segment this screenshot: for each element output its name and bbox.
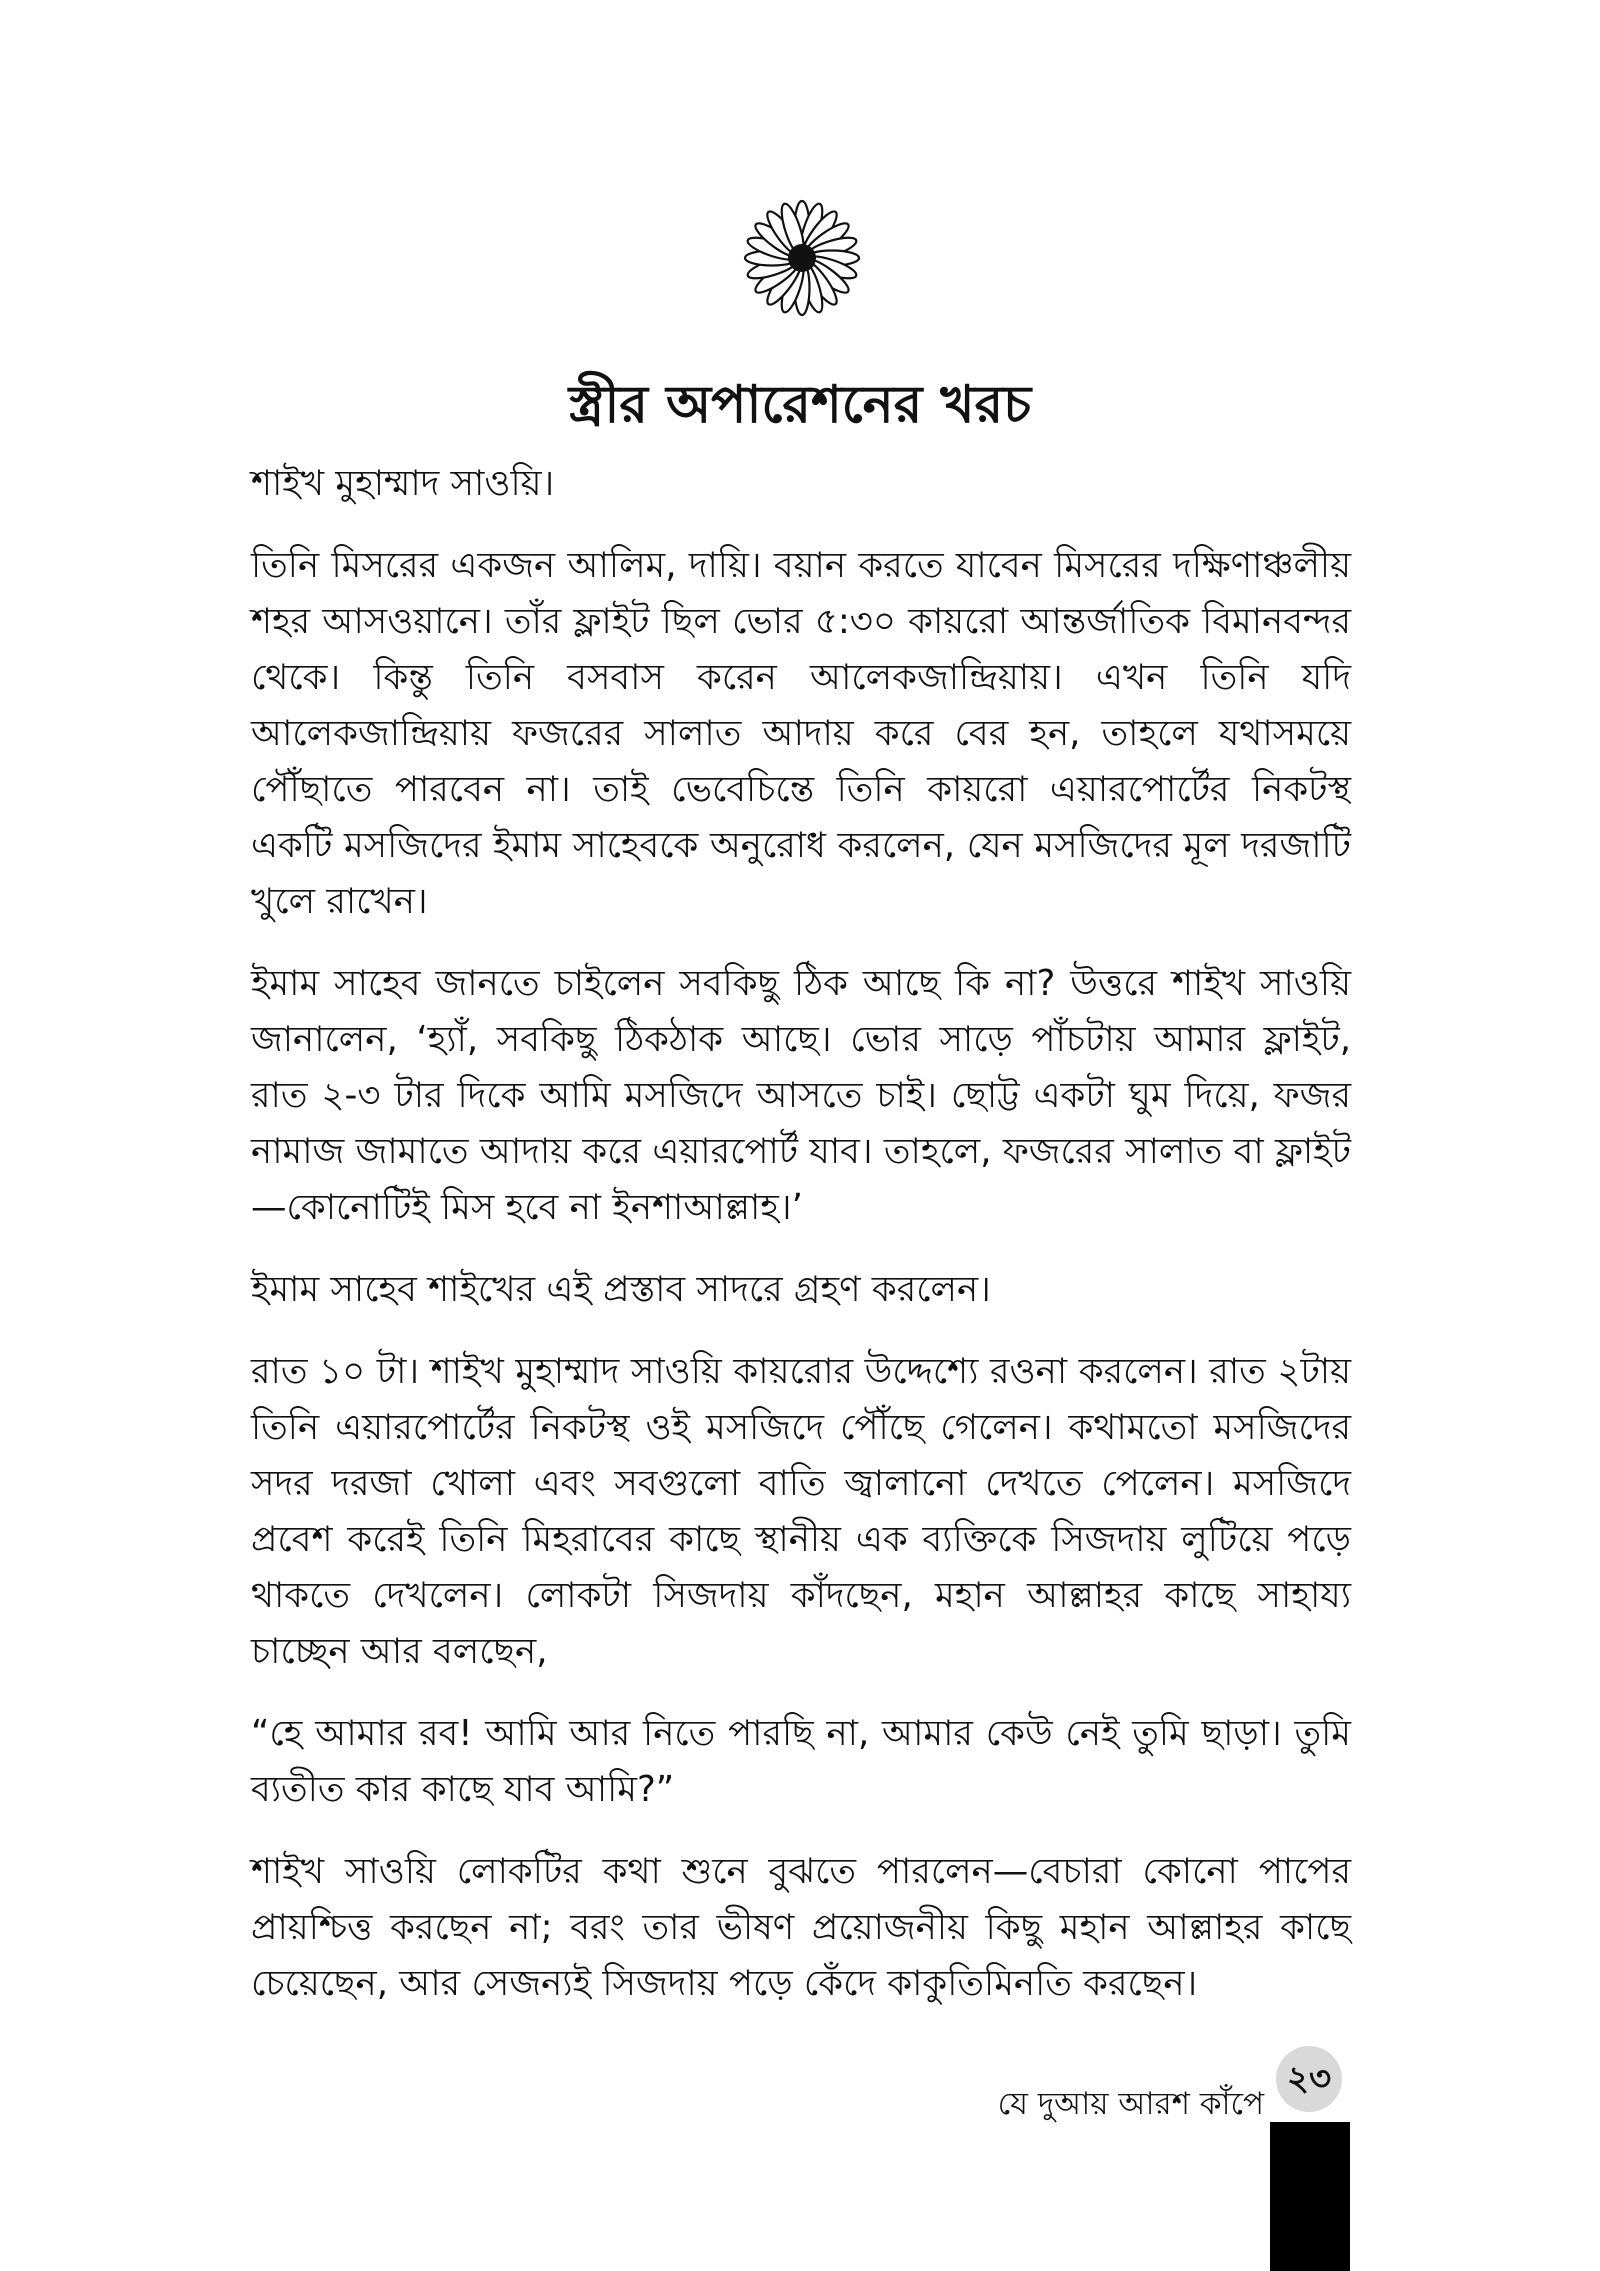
paragraph-5: রাত ১০ টা। শাইখ মুহাম্মাদ সাওয়ি কায়রোর উদ্দেশ্যে রওনা করলেন। রাত ২টায় তিনি এয়ারপোর্টের নিকটস্থ ওই মসজিদে পৌঁছে গেলেন। কথামতো মসজিদের সদর দরজা খোলা এবং সবগুলো বাতি জ্বালানো দেখতে পেলেন। মসজিদে প্রবেশ করেই তিনি মিহরাবের কাছে স্থানীয় এক ব্যক্তিকে সিজদায় লুটিয়ে পড়ে থাকতে দেখলেন। লোকটা সিজদায় কাঁদছেন, মহান আল্লাহর কাছে সাহায্য চাচ্ছেন আর বলছেন,: [251, 1351, 1351, 1672]
paragraph-7: শাইখ সাওয়ি লোকটির কথা শুনে বুঝতে পারলেন—বেচারা কোনো পাপের প্রায়শ্চিত্ত করছেন না; বরং তার ভীষণ প্রয়োজনীয় কিছু মহান আল্লাহর কাছে চেয়েছেন, আর সেজন্যই সিজদায় পড়ে কেঁদে কাকুতিমিনতি করছেন।: [251, 1851, 1351, 2004]
running-footer-title: যে দুআয় আরশ কাঁপে: [997, 2086, 1264, 2122]
flower-ornament-icon: [740, 196, 864, 320]
paragraph-4: ইমাম সাহেব শাইখের এই প্রস্তাব সাদরে গ্রহণ করলেন।: [251, 1269, 991, 1310]
body-text: [251, 456, 1351, 2038]
page-footer: [0, 2046, 1600, 2271]
page-number: ২৩: [1276, 2046, 1342, 2112]
paragraph-2: তিনি মিসরের একজন আলিম, দায়ি। বয়ান করতে যাবেন মিসরের দক্ষিণাঞ্চলীয় শহর আসওয়ানে। তাঁর ফ্লাইট ছিল ভোর ৫:৩০ কায়রো আন্তর্জাতিক বিমানবন্দর থেকে। কিন্তু তিনি বসবাস করেন আলেকজান্দ্রিয়ায়। এখন তিনি যদি আলেকজান্দ্রিয়ায় ফজরের সালাত আদায় করে বের হন, তাহলে যথাসময়ে পৌঁছাতে পারবেন না। তাই ভেবেচিন্তে তিনি কায়রো এয়ারপোর্টের নিকটস্থ একটি মসজিদের ইমাম সাহেবকে অনুরোধ করলেন, যেন মসজিদের মূল দরজাটি খুলে রাখেন।: [251, 545, 1351, 922]
paragraph-3: ইমাম সাহেব জানতে চাইলেন সবকিছু ঠিক আছে কি না? উত্তরে শাইখ সাওয়ি জানালেন, ‘হ্যাঁ, সবকিছু ঠিকঠাক আছে। ভোর সাড়ে পাঁচটায় আমার ফ্লাইট, রাত ২-৩ টার দিকে আমি মসজিদে আসতে চাই। ছোট্ট একটা ঘুম দিয়ে, ফজর নামাজ জামাতে আদায় করে এয়ারপোর্ট যাব। তাহলে, ফজরের সালাত বা ফ্লাইট—কোনোটিই মিস হবে না ইনশাআল্লাহ।’: [251, 963, 1351, 1228]
footer-tab-bar: [1270, 2122, 1350, 2271]
chapter-title: স্ত্রীর অপারেশনের খরচ: [568, 375, 1032, 435]
paragraph-6: “হে আমার রব! আমি আর নিতে পারছি না, আমার কেউ নেই তুমি ছাড়া। তুমি ব্যতীত কার কাছে যাব আমি?”: [251, 1713, 1351, 1810]
paragraph-1: শাইখ মুহাম্মাদ সাওয়ি।: [251, 463, 555, 504]
